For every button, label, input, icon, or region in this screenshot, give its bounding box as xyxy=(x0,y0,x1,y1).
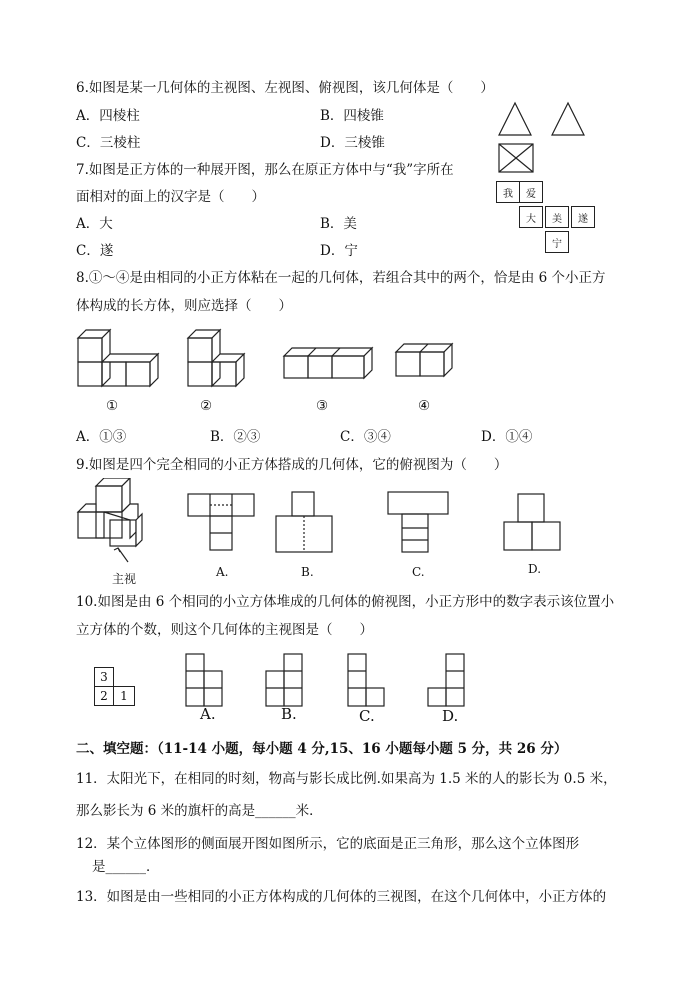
q8-figures xyxy=(70,322,650,392)
q9-solid xyxy=(78,478,142,562)
q8-figure-2 xyxy=(188,330,244,386)
grid-cell: 1 xyxy=(113,686,135,706)
q7-stem-line2: 面相对的面上的汉字是（ ） xyxy=(76,189,265,205)
q9-front-view-label: 主视 xyxy=(112,572,137,586)
section-2-title: 二、填空题：（11-14 小题，每小题 4 分,15、16 小题每小题 5 分，共 26 分） xyxy=(76,741,568,757)
q8-figure-label-2: ② xyxy=(200,398,213,414)
q8-figure-4 xyxy=(396,344,452,376)
q9-option-a-figure xyxy=(188,494,254,550)
q10-option-c-label: C. xyxy=(359,707,375,725)
q7-option-a: A．大 xyxy=(76,216,113,232)
q10-option-c-figure xyxy=(348,654,384,706)
q10-option-b-label: B. xyxy=(281,705,297,723)
q6-top-view xyxy=(499,144,533,172)
net-cell: 我 xyxy=(496,181,520,203)
q9-option-d-label: D. xyxy=(528,562,542,576)
q11-line2: 那么影长为 6 米的旗杆的高是______米． xyxy=(76,803,323,819)
q9-option-b-label: B. xyxy=(301,565,314,579)
net-cell: 爱 xyxy=(519,181,543,203)
q10-option-b-figure xyxy=(266,654,302,706)
net-cell: 美 xyxy=(545,206,569,228)
grid-cell: 3 xyxy=(94,667,114,687)
q6-option-d: D．三棱锥 xyxy=(320,135,385,151)
q10-option-d-label: D. xyxy=(442,707,459,725)
q6-option-b: B．四棱锥 xyxy=(320,108,384,124)
q10-option-d-figure xyxy=(428,654,464,706)
q8-figure-label-1: ① xyxy=(106,398,119,414)
net-cell: 宁 xyxy=(545,231,569,253)
q13-line1: 13．如图是由一些相同的小正方体构成的几何体的三视图，在这个几何体中，小正方体的 xyxy=(76,889,607,905)
q6-option-c: C．三棱柱 xyxy=(76,135,141,151)
q12-line1: 12．某个立体图形的侧面展开图如图所示，它的底面是正三角形，那么这个立体图形 xyxy=(76,836,580,852)
q8-figure-label-3: ③ xyxy=(316,398,329,414)
q9-option-d-figure xyxy=(504,494,560,550)
q7-stem-line1: 7.如图是正方体的一种展开图，那么在原正方体中与“我”字所在 xyxy=(76,162,454,178)
q6-stem: 6.如图是某一几何体的主视图、左视图、俯视图，该几何体是（ ） xyxy=(76,80,494,96)
q8-stem-line2: 体构成的长方体，则应选择（ ） xyxy=(76,298,292,314)
q12-line2: 是______． xyxy=(92,859,160,875)
q7-option-d: D．宁 xyxy=(320,243,358,259)
q10-stem-line1: 10.如图是由 6 个相同的小立方体堆成的几何体的俯视图，小正方形中的数字表示该位置小 xyxy=(76,594,615,610)
q10-option-a-figure xyxy=(186,654,222,706)
q9-option-c-label: C. xyxy=(412,565,425,579)
q8-option-a: A．①③ xyxy=(76,429,127,445)
q7-option-c: C．遂 xyxy=(76,243,114,259)
q9-option-c-figure xyxy=(388,492,448,552)
net-cell: 遂 xyxy=(571,206,595,228)
q7-cube-net xyxy=(496,181,606,257)
q9-stem: 9.如图是四个完全相同的小正方体搭成的几何体，它的俯视图为（ ） xyxy=(76,457,508,473)
q6-front-view xyxy=(499,103,531,135)
q10-option-figures xyxy=(180,650,480,710)
q9-option-a-label: A. xyxy=(216,565,229,579)
q6-three-views xyxy=(496,100,596,180)
q11-line1: 11．太阳光下，在相同的时刻，物高与影长成比例.如果高为 1.5 米的人的影长为 0.5 米， xyxy=(76,771,617,787)
q8-figure-3 xyxy=(284,348,372,378)
q10-option-a-label: A. xyxy=(200,705,216,723)
q8-option-c: C．③④ xyxy=(340,429,391,445)
q9-option-b-figure xyxy=(276,492,332,552)
q7-option-b: B．美 xyxy=(320,216,357,232)
q8-figure-label-4: ④ xyxy=(418,398,431,414)
q9-figures xyxy=(70,478,650,586)
q8-option-d: D．①④ xyxy=(481,429,533,445)
q8-option-b: B．②③ xyxy=(210,429,261,445)
net-cell: 大 xyxy=(519,206,543,228)
q8-stem-line1: 8.①～④是由相同的小正方体粘在一起的几何体，若组合其中的两个，恰是由 6 个小正方 xyxy=(76,270,606,286)
q6-option-a: A．四棱柱 xyxy=(76,108,140,124)
q10-stem-line2: 立方体的个数，则这个几何体的主视图是（ ） xyxy=(76,622,373,638)
q8-figure-1 xyxy=(78,330,158,386)
q6-left-view xyxy=(552,103,584,135)
grid-cell: 2 xyxy=(94,686,114,706)
